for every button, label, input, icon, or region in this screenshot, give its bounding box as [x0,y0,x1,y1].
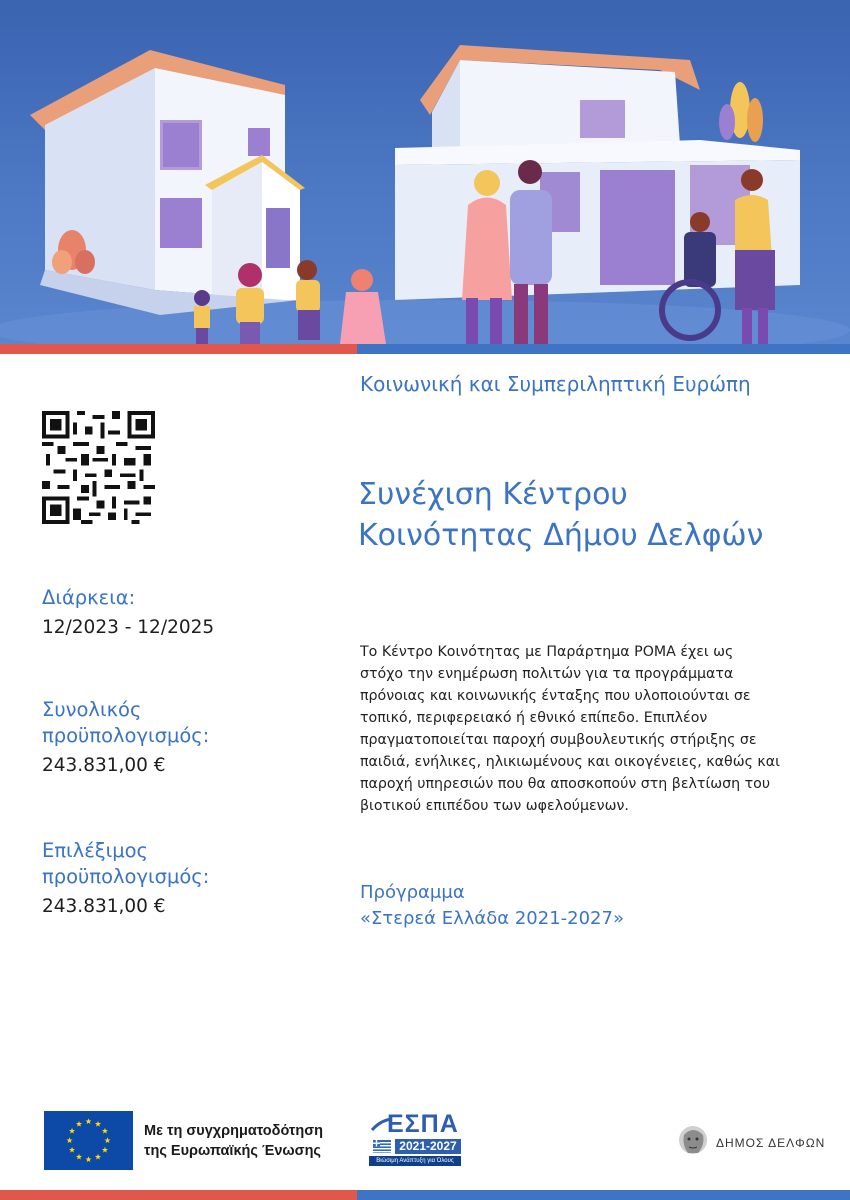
duration-label: Διάρκεια: [42,586,136,609]
qr-code [42,411,155,524]
eu-flag-icon [44,1111,133,1170]
divider-red-top [0,344,357,354]
policy-category: Κοινωνική και Συμπεριληπτική Ευρώπη [360,372,751,396]
total-budget-block [42,697,209,779]
cofunding-line1: Με τη συγχρηματοδότηση [144,1123,324,1139]
delphi-head-icon [676,1123,710,1159]
duration-block [42,585,214,641]
eligible-budget-block [42,838,209,920]
project-description: Το Κέντρο Κοινότητας με Παράρτημα ΡΟΜΑ έχει ως στόχο την ενημέρωση πολιτών για τα προγράμματα πρόνοιας και κοινωνικής ένταξης που υλοποιούνται σε τοπικό, περιφερειακό ή εθνικό επίπεδο. Επιπλέον πραγματοποιείται παροχή συμβουλευτικής στήριξης σε παιδιά, ενήλικες, ηλικιωμένους και οικογένειες, καθώς και παροχή υπηρεσιών που θα αποσκοπούν στη βελτίωση του βιοτικού επιπέδου των ωφελούμενων. [360,644,780,814]
cofunding-text [144,1121,359,1161]
espa-years: 2021-2027 [395,1139,461,1154]
program-line1: Πρόγραμμα [360,882,465,903]
left-house [30,50,305,315]
divider-blue-bottom [357,1190,850,1200]
houses-and-people-illustration [0,0,850,344]
hero-illustration [0,0,850,344]
total-budget-value: 243.831,00 € [42,755,166,776]
divider-blue-top [357,344,850,354]
project-title: Συνέχιση Κέντρου Κοινότητας Δήμου Δελφών [358,477,764,553]
eligible-budget-label-line1: Επιλέξιμος [42,839,148,862]
greek-flag-icon [373,1140,391,1153]
espa-tagline: Βιώσιμη Ανάπτυξη για Όλους [369,1156,461,1166]
program-line2: «Στερεά Ελλάδα 2021-2027» [360,908,624,929]
program-name [360,880,780,932]
total-budget-label-line1: Συνολικός [42,698,142,721]
eligible-budget-value: 243.831,00 € [42,896,166,917]
espa-title: ΕΣΠΑ [387,1110,459,1138]
eligible-budget-label-line2: προϋπολογισμός: [42,865,210,888]
divider-red-bottom [0,1190,357,1200]
plant-right [719,82,763,142]
duration-value: 12/2023 - 12/2025 [42,617,215,638]
cofunding-line2: της Ευρωπαϊκής Ένωσης [144,1143,321,1159]
municipality-logo [676,1123,826,1159]
total-budget-label-line2: προϋπολογισμός: [42,724,210,747]
espa-logo [369,1112,461,1170]
municipality-name: ΔΗΜΟΣ ΔΕΛΦΩΝ [716,1136,826,1150]
